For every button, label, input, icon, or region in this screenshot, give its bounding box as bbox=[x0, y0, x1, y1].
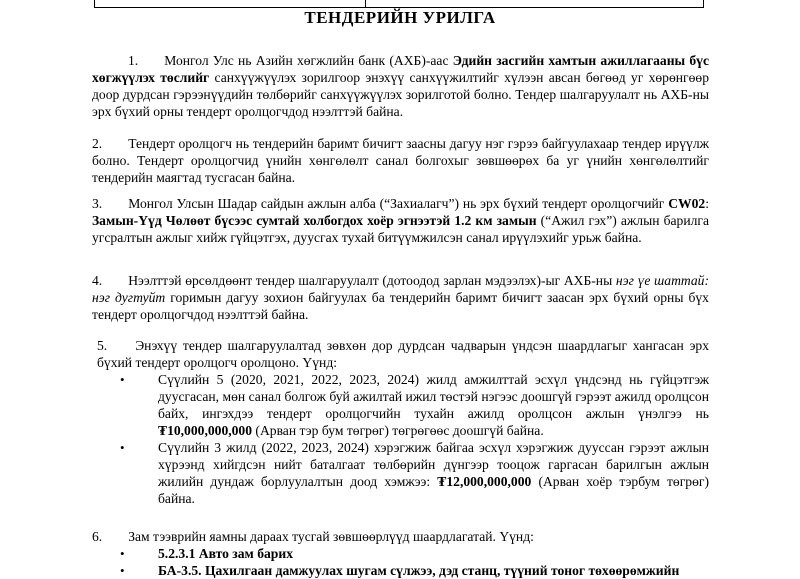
bullet-icon: • bbox=[120, 546, 125, 561]
paragraph-number: 6. bbox=[92, 529, 103, 544]
paragraph-number: 5. bbox=[97, 338, 108, 353]
paragraph-3: 3. Монгол Улсын Шадар сайдын ажлын алба (“Захиалагч”) нь эрх бүхий тендерт оролцогчийг CW02: Замын-Үүд Чөлөөт бүсээс сумтай холбогдох хоёр эгнээтэй 1.2 км замын (“Ажил гэх”) ажлын барилга угсралтын ажлыг хийж гүйцэтгэх, дуусгах тухай битүүмжилсэн санал ирүүлэхийг урьж байна. bbox=[92, 196, 709, 245]
paragraph-6: 6. Зам тээврийн яамны дараах тусгай зөвшөөрлүүд шаардлагатай. Үүнд: bbox=[92, 529, 534, 544]
qualification-list bbox=[118, 371, 709, 507]
list-item: • Сүүлийн 3 жилд (2022, 2023, 2024) хэрэгжиж байгаа эсхүл хэрэгжиж дууссан гэрээт ажлын хүрээнд хийгдсэн нийт баталгаат төлбөрийн дүнгээр тооцож гаргасан барилгын ажлын жилийн дундаж борлуулалтын доод хэмжээ: ₮12,000,000,000 (Арван хоёр тэрбум төгрөг) байна. bbox=[120, 440, 709, 506]
list-item: • 5.2.3.1 Авто зам барих bbox=[120, 546, 293, 561]
paragraph-1: 1. Монгол Улс нь Азийн хөгжлийн банк (АХБ)-аас Эдийн засгийн хамтын ажиллагааны бүс хөгжүүлэх төслийг санхүүжүүлэх зорилгоор энэхүү санхүүжилтийг хүлээн авсан бөгөөд уг хөрөнгөөр доор дурдсан гэрээнүүдийн төлбөрийг санхүүжүүлэх зорилготой болно. Тендер шалгаруулалт нь АХБ-ны эрх бүхий орны тендерт оролцогчдод нээлттэй байна. bbox=[92, 53, 710, 119]
bullet-icon: • bbox=[120, 440, 125, 455]
amount: ₮10,000,000,000 bbox=[158, 423, 253, 438]
paragraph-4: 4. Нээлттэй өрсөлдөөнт тендер шалгаруулалт (дотоодод зарлан мэдээлэх)-ыг АХБ-ны нэг үе шаттай: нэг дугтуйт горимын дагуу зохион байгуулах ба тендерийн баримт бичигт заасан эрх бүхий орны бүх тендерт оролцогчдод нээлттэй байна. bbox=[92, 273, 709, 322]
list-item: • БА-3.5. Цахилгаан дамжуулах шугам сүлжээ, дэд станц, түүний тоног төхөөрөмжийн bbox=[120, 563, 680, 578]
paragraph-number: 2. bbox=[92, 136, 103, 151]
list-item: • Сүүлийн 5 (2020, 2021, 2022, 2023, 2024) жилд амжилттай эсхүл үндсэнд нь гүйцэтгэж дуусгасан, мөн санал болгож буй ажилтай ижил төстэй нэгээс доошгүй гэрээт ажилд оролцсон байх, ингэхдээ тендерт оролцогчийн тухайн ажилд оролцсон ажлын үнэлгээ нь ₮10,000,000,000 (Арван тэр бум төгрөг) төгрөгөөс доошгүй байна. bbox=[120, 372, 709, 438]
project-name: Эдийн засгийн хамтын ажиллагааны бүс хөгжүүлэх төслийг bbox=[92, 53, 710, 85]
paragraph-number: 4. bbox=[92, 273, 103, 288]
contract-title: Замын-Үүд Чөлөөт бүсээс сумтай холбогдох хоёр эгнээтэй 1.2 км замын bbox=[92, 213, 537, 228]
contract-code: CW02 bbox=[668, 196, 706, 211]
paragraph-number: 1. bbox=[128, 53, 139, 68]
paragraph-number: 3. bbox=[92, 196, 103, 211]
paragraph-2: 2. Тендерт оролцогч нь тендерийн баримт бичигт заасны дагуу нэг гэрээ байгуулахаар тендер ирүүлж болно. Тендерт оролцогчид үнийн хөнгөлөлт санал болгохыг зөвшөөрөх ба уг үнийн хөнгөлөлтийг тендерийн маягтад тусгасан байна. bbox=[92, 136, 709, 185]
bullet-icon: • bbox=[120, 372, 125, 387]
procurement-method: нэг үе шаттай: нэг дугтуйт bbox=[92, 273, 709, 305]
license-list bbox=[118, 545, 709, 579]
top-table-border bbox=[94, 0, 704, 8]
amount: ₮12,000,000,000 bbox=[437, 474, 532, 489]
paragraph-5: 5. Энэхүү тендер шалгаруулалтад зөвхөн дор дурдсан чадварын үндсэн шаардлагыг хангасан эрх бүхий тендерт оролцогч оролцоно. Үүнд: bbox=[97, 338, 709, 370]
page-title: ТЕНДЕРИЙН УРИЛГА bbox=[304, 8, 496, 27]
bullet-icon: • bbox=[120, 563, 125, 578]
